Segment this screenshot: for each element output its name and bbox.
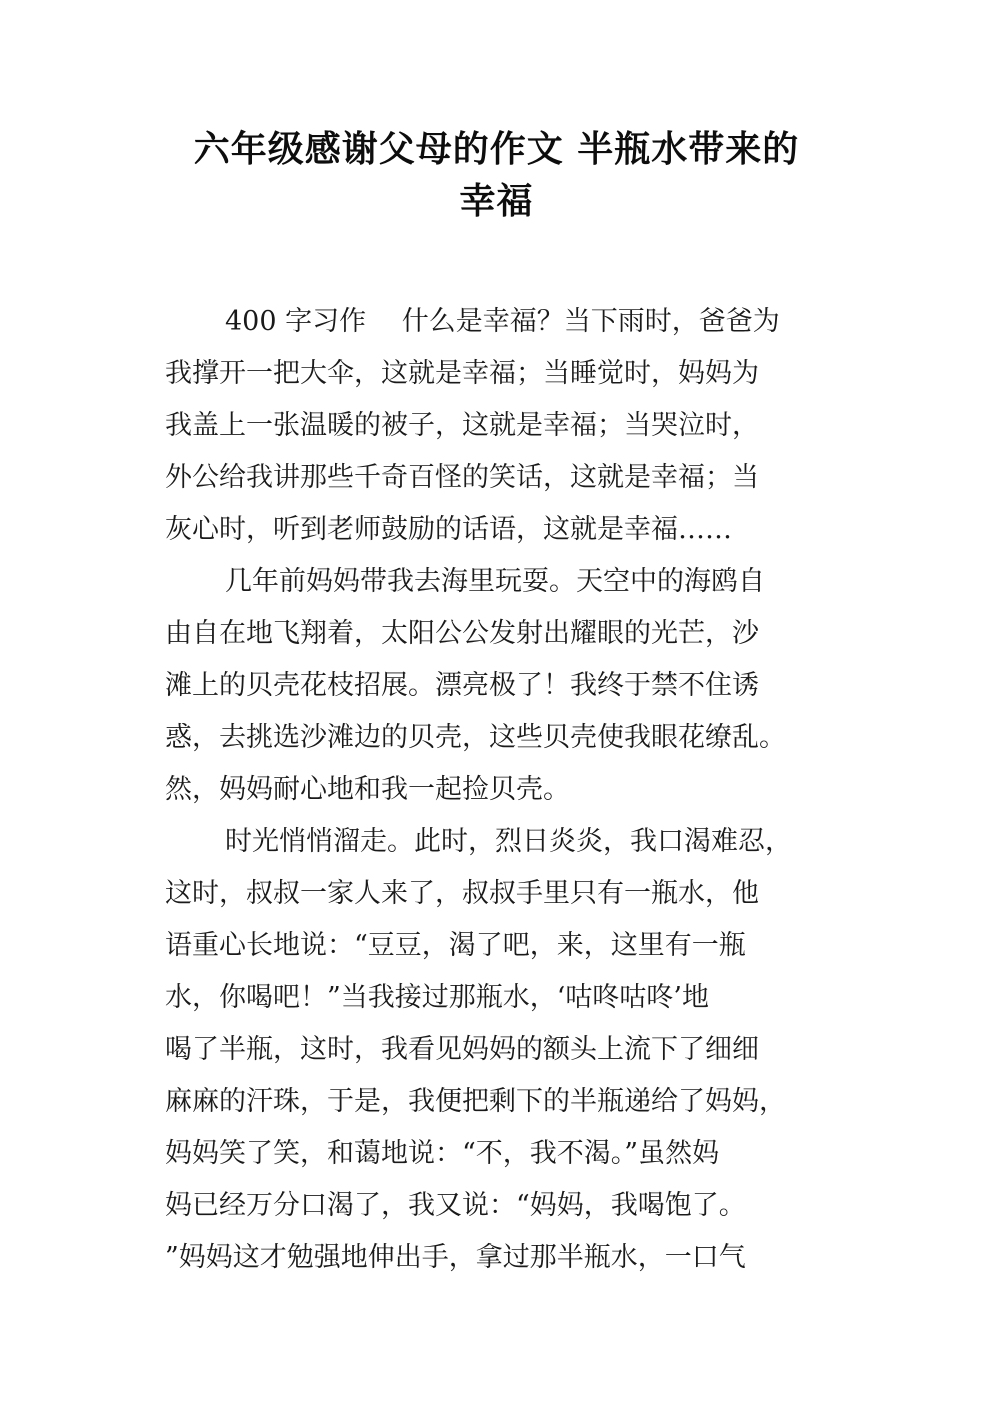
text-line: 妈妈笑了笑，和蔼地说：“不，我不渴。”虽然妈 bbox=[165, 1138, 720, 1169]
text-line: 水，你喝吧！”当我接过那瓶水，‘咕咚咕咚’地 bbox=[165, 982, 709, 1013]
paragraph-2 bbox=[165, 556, 855, 816]
text-line: 我撑开一把大伞，这就是幸福；当睡觉时，妈妈为 bbox=[165, 358, 759, 389]
text-line: 惑，去挑选沙滩边的贝壳，这些贝壳使我眼花缭乱。 bbox=[165, 722, 786, 753]
paragraph-3 bbox=[165, 816, 855, 1284]
text-line: 这时，叔叔一家人来了，叔叔手里只有一瓶水，他 bbox=[165, 878, 759, 909]
title-line: 幸福 bbox=[459, 181, 534, 222]
paragraph-1 bbox=[165, 296, 855, 556]
text-line: 时光悄悄溜走。此时，烈日炎炎，我口渴难忍， bbox=[225, 826, 792, 857]
text-line: 滩上的贝壳花枝招展。漂亮极了！我终于禁不住诱 bbox=[165, 670, 759, 701]
title-line: 六年级感谢父母的作文 半瓶水带来的 bbox=[193, 129, 800, 170]
text-line: 由自在地飞翔着，太阳公公发射出耀眼的光芒，沙 bbox=[165, 618, 759, 649]
text-line: ”妈妈这才勉强地伸出手，拿过那半瓶水，一口气 bbox=[165, 1242, 746, 1273]
text-line: 外公给我讲那些千奇百怪的笑话，这就是幸福；当 bbox=[165, 462, 759, 493]
text-line: 400 字习作 什么是幸福？当下雨时，爸爸为 bbox=[225, 306, 780, 337]
text-line: 麻麻的汗珠，于是，我便把剩下的半瓶递给了妈妈， bbox=[165, 1086, 786, 1117]
text-line: 妈已经万分口渴了，我又说：“妈妈，我喝饱了。 bbox=[165, 1190, 746, 1221]
document-title bbox=[150, 124, 843, 228]
text-line: 灰心时，听到老师鼓励的话语，这就是幸福…… bbox=[165, 514, 732, 545]
document-body bbox=[165, 296, 855, 1284]
text-line: 然，妈妈耐心地和我一起捡贝壳。 bbox=[165, 774, 570, 805]
text-line: 喝了半瓶，这时，我看见妈妈的额头上流下了细细 bbox=[165, 1034, 759, 1065]
text-line: 几年前妈妈带我去海里玩耍。天空中的海鸥自 bbox=[225, 566, 765, 597]
text-line: 我盖上一张温暖的被子，这就是幸福；当哭泣时， bbox=[165, 410, 759, 441]
text-line: 语重心长地说：“豆豆，渴了吧，来，这里有一瓶 bbox=[165, 930, 746, 961]
